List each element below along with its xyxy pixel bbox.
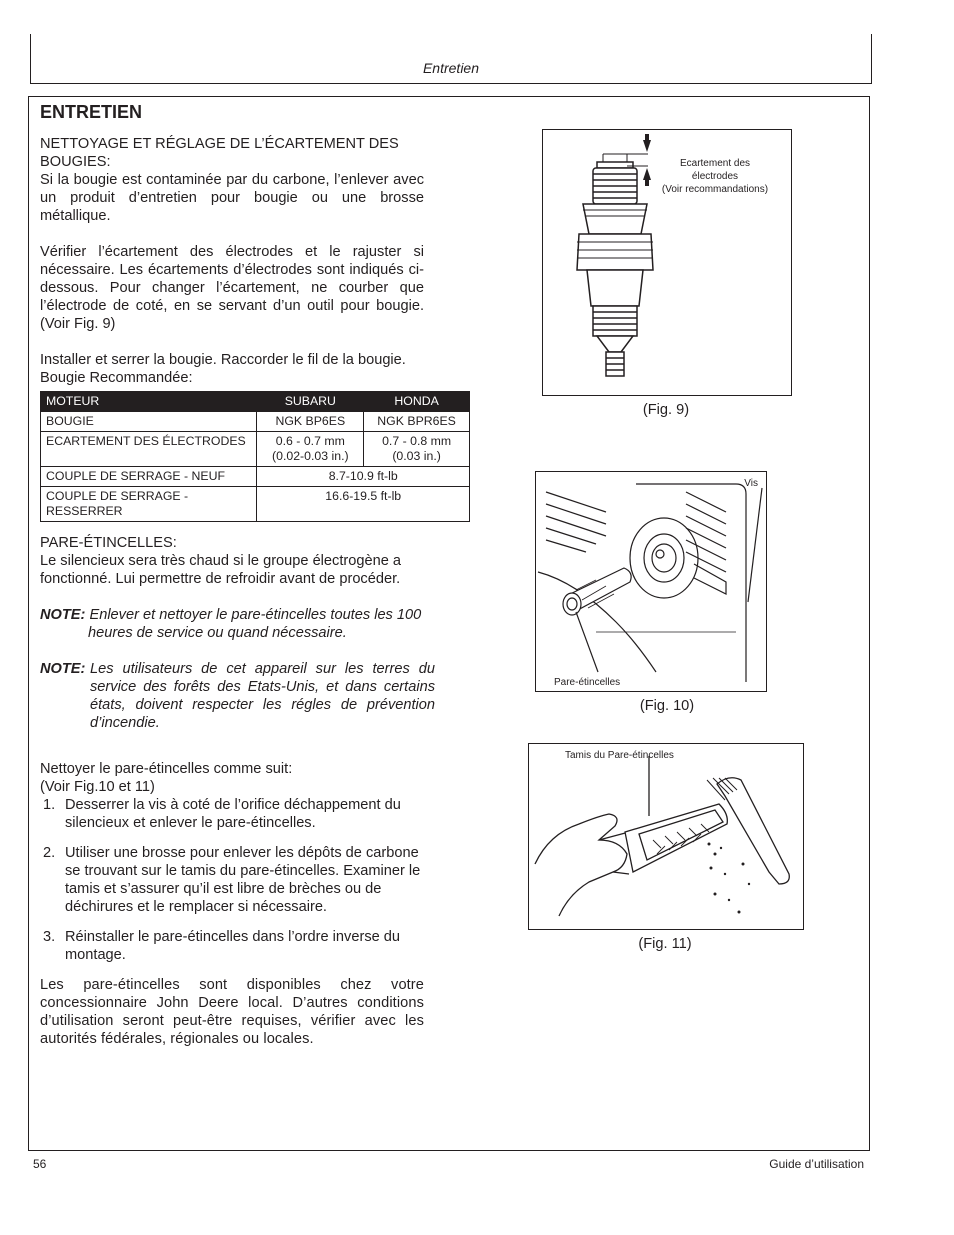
table-cell xyxy=(257,432,364,467)
note-1-text: Enlever et nettoyer le pare-étincelles toutes les 100 heures de service ou quand nécessaire. xyxy=(88,607,422,641)
arrester-heading: PARE-ÉTINCELLES: xyxy=(40,535,177,551)
page-header xyxy=(30,34,872,84)
table-header-cell: HONDA xyxy=(364,392,470,412)
spark-paragraph-3: Installer et serrer la bougie. Raccorder le fil de la bougie. xyxy=(40,352,406,368)
note-label: NOTE: xyxy=(40,661,86,677)
spark-paragraph-1: Si la bougie est contaminée par du carbone, l’enlever avec un produit d’entretien pour bougie ou une brosse métallique. xyxy=(40,172,424,224)
table-cell: ECARTEMENT DES ÉLECTRODES xyxy=(41,432,257,467)
cleaning-steps xyxy=(40,796,424,964)
table-cell: NGK BP6ES xyxy=(257,412,364,432)
step-number: 1. xyxy=(43,797,56,813)
note-2 xyxy=(40,660,435,732)
spark-plug-table xyxy=(40,391,470,522)
clean-intro: Nettoyer le pare-étincelles comme suit: xyxy=(40,761,293,777)
step-text: Utiliser une brosse pour enlever les dépôts de carbone se trouvant sur le tamis du pare-étincelles. Examiner le tamis et s’assurer qu’il est libre de brèches ou de déchirures et le remplacer si nécessaire. xyxy=(65,845,421,915)
page-number: 56 xyxy=(33,1157,47,1171)
table-cell-line: (0.03 in.) xyxy=(392,449,441,463)
table-row xyxy=(41,487,470,522)
table-cell: NGK BPR6ES xyxy=(364,412,470,432)
list-item xyxy=(40,796,424,832)
table-cell: COUPLE DE SERRAGE - RESSERRER xyxy=(41,487,257,522)
step-number: 3. xyxy=(43,929,56,945)
note-2-text: Les utilisateurs de cet appareil sur les terres du service des forêts des Etats-Unis, et dans certains états, doivent respecter les régles de prévention d’incendie. xyxy=(90,661,435,731)
spark-paragraph-4: Bougie Recommandée: xyxy=(40,370,193,386)
left-column xyxy=(40,101,456,1048)
arrester-paragraph: Le silencieux sera très chaud si le groupe électrogène a fonctionné. Lui permettre de refroidir avant de procéder. xyxy=(40,553,402,587)
table-cell-line: 0.6 - 0.7 mm xyxy=(275,434,345,448)
muffler-illustration xyxy=(536,472,766,691)
spark-arrester-label: Pare-étincelles xyxy=(554,677,621,688)
gap-label-line-3: (Voir recommandations) xyxy=(661,184,769,195)
table-row xyxy=(41,432,470,467)
table-cell: BOUGIE xyxy=(41,412,257,432)
note-label: NOTE: xyxy=(40,607,86,623)
figure-9-caption: (Fig. 9) xyxy=(642,402,690,418)
note-1 xyxy=(40,606,424,642)
list-item xyxy=(40,844,424,916)
figure-10 xyxy=(535,471,767,692)
table-row xyxy=(41,412,470,432)
header-title: Entretien xyxy=(422,60,480,76)
gap-label-line-1: Ecartement des xyxy=(679,158,751,169)
table-header-row xyxy=(41,392,470,412)
spark-heading: NETTOYAGE ET RÉGLAGE DE L’ÉCARTEMENT DES BOUGIES: xyxy=(40,136,399,170)
screw-label: Vis xyxy=(744,478,758,489)
figure-9 xyxy=(542,129,792,396)
section-title: ENTRETIEN xyxy=(40,102,143,122)
table-cell: 8.7-10.9 ft-lb xyxy=(257,467,470,487)
spark-plug-illustration xyxy=(543,130,791,395)
table-header-cell: SUBARU xyxy=(257,392,364,412)
closing-paragraph: Les pare-étincelles sont disponibles chez votre concessionnaire John Deere local. D’autres conditions d’utilisation seront peut-être requises, vérifier avec les autorités fédérales, régionales ou locales. xyxy=(40,977,424,1047)
table-cell: COUPLE DE SERRAGE - NEUF xyxy=(41,467,257,487)
clean-ref: (Voir Fig.10 et 11) xyxy=(40,779,155,795)
step-text: Réinstaller le pare-étincelles dans l’ordre inverse du montage. xyxy=(65,929,401,963)
gap-label-line-2: électrodes xyxy=(691,171,739,182)
step-number: 2. xyxy=(43,845,56,861)
table-cell-line: 0.7 - 0.8 mm xyxy=(382,434,452,448)
table-cell xyxy=(364,432,470,467)
figure-10-caption: (Fig. 10) xyxy=(639,698,695,714)
table-cell-line: (0.02-0.03 in.) xyxy=(272,449,349,463)
spark-paragraph-2: Vérifier l’écartement des électrodes et le rajuster si nécessaire. Les écartements d’électrodes sont indiqués ci-dessous. Pour changer l’écartement, ne courber que l’électrode de coté, en se servant d’un outil pour bougie. (Voir Fig. 9) xyxy=(40,244,424,332)
table-row xyxy=(41,467,470,487)
step-text: Desserrer la vis à coté de l’orifice déchappement du silencieux et enlever le pare-étincelles. xyxy=(65,797,401,831)
list-item xyxy=(40,928,424,964)
table-cell: 16.6-19.5 ft-lb xyxy=(257,487,470,522)
figure-11-caption: (Fig. 11) xyxy=(638,936,692,952)
brush-cleaning-illustration xyxy=(529,744,803,929)
footer-doc-title: Guide d’utilisation xyxy=(769,1157,864,1171)
table-header-cell: MOTEUR xyxy=(41,392,257,412)
screen-label: Tamis du Pare-étincelles xyxy=(565,750,674,761)
figure-11 xyxy=(528,743,804,930)
